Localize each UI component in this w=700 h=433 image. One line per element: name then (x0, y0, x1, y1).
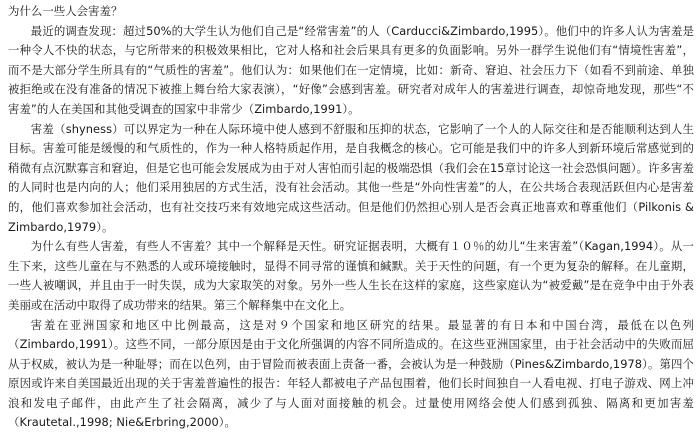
section-title: 为什么一些人会害羞？ (8, 2, 694, 22)
paragraph-2: 害羞（shyness）可以界定为一种在人际环境中使人感到不舒服和压抑的状态，它影响了一个人的人际交往和是否能顺利达到人生目标。害羞可能是缓慢的和气质性的，作为一种人格特质起作用，是自我概念的核心。它可能是我们中的许多人到新环境后常感觉到的稍微有点沉默寡言和窘迫，但是它也可能会发展成为由于对人害怕而引起的极端恐惧（我们会在15章讨论这一社会恐惧问题）。许多害羞的人同时也是内向的人；他们采用独居的方式生活，没有社会活动。其他一些是“外向性害羞”的人，在公共场合表现活跃但内心是害羞的，他们喜欢参加社会活动，也有社交技巧来有效地完成这些活动。但是他们仍然担心别人是否会真正地喜欢和尊重他们（Pilkonis & Zimbardo,1979）。 (8, 120, 694, 238)
paragraph-4: 害羞在亚洲国家和地区中比例最高，这是对９个国家和地区研究的结果。最显著的有日本和中国台湾，最低在以色列（Zimbardo,1991）。这些不同，一部分原因是由于文化所强调的内容不同所造成的。在这些亚洲国家里，由于社会活动中的失败而屈从于权威，被认为是一种耻辱；而在以色列，由于冒险而被表面上责备一番，会被认为是一种鼓励（Pines&Zimbardo,1978）。第四个原因或许来自美国最近出现的关于害羞普遍性的报告：年轻人都被电子产品包围着，他们长时间独自一人看电视、打电子游戏、网上冲浪和发电子邮件，由此产生了社会隔离，减少了与人面对面接触的机会。过量使用网络会使人们感到孤独、隔离和更加害羞（Krautetal.,1998; Nie&Erbring,2000）。 (8, 316, 694, 433)
paragraph-1: 最近的调查发现：超过50%的大学生认为他们自己是“经常害羞”的人（Carducci&Zimbardo,1995）。他们中的许多人认为害羞是一种令人不快的状态，与它所带来的积极效果相比，它对人格和社会后果具有更多的负面影响。另外一群学生说他们有“情境性害羞”，而不是大部分学生所具有的“气质性的害羞”。他们认为：如果他们在一定情境，比如：新奇、窘迫、社会压力下（如看不到前途、单独被拒绝或在没有准备的情况下被推上舞台给大家表演），“好像”会感到害羞。研究者对成年人的害羞进行调查，却惊奇地发现，那些“不害羞”的人在美国和其他受调查的国家中非常少（Zimbardo,1991）。 (8, 22, 694, 120)
paragraph-3: 为什么有些人害羞，有些人不害羞？其中一个解释是天性。研究证据表明，大概有１０％的幼儿“生来害羞”（Kagan,1994）。从一生下来，这些儿童在与不熟悉的人或环境接触时，显得不同寻常的谨慎和緘默。关于天性的问题，有一个更为复杂的解释。在儿童期，一些人被嘲讽，并且由于一时失误，成为大家取笑的对象。另外一些人生长在这样的家庭，这些家庭认为“被爱戴”是在竞争中由于外表美丽或在活动中取得了成功带来的结果。第三个解释集中在文化上。 (8, 237, 694, 315)
